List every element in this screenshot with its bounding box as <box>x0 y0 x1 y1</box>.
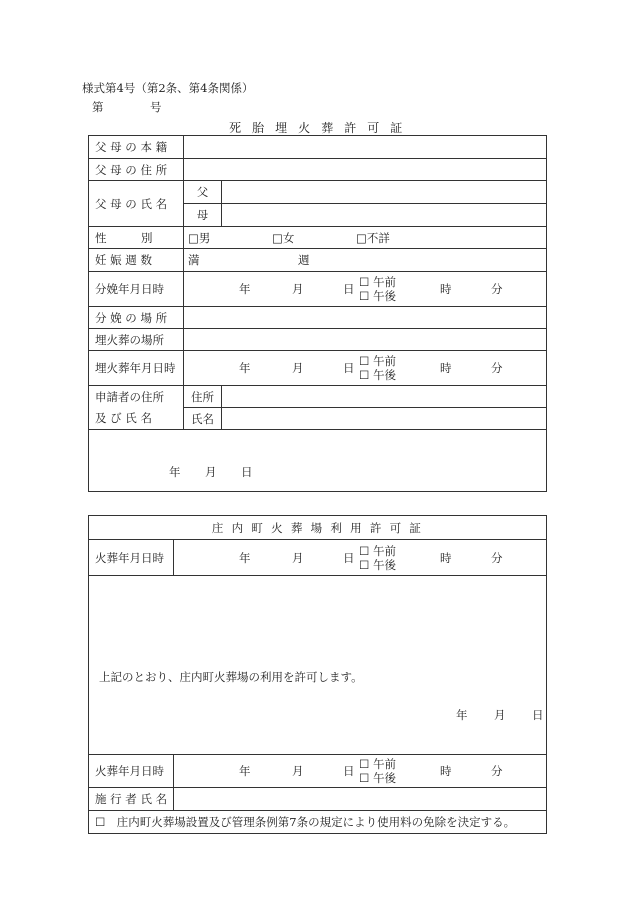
sex-options <box>184 227 547 249</box>
label-applicant-address: 住所 <box>184 386 222 408</box>
dt-day: 日 <box>343 361 355 375</box>
statement-day: 日 <box>532 708 544 722</box>
label-sex: 性 別 <box>89 227 184 249</box>
label-burial-datetime: 埋火葬年月日時 <box>89 351 184 386</box>
dt-hour: 時 <box>440 764 452 778</box>
dt-year: 年 <box>239 550 251 565</box>
dt-year: 年 <box>239 361 251 375</box>
label-mother: 母 <box>184 204 222 227</box>
label-gestation-weeks: 妊 娠 週 数 <box>89 249 184 272</box>
label-applicant <box>89 386 184 430</box>
label-operator-name: 施 行 者 氏 名 <box>89 788 174 811</box>
statement-month: 月 <box>494 708 506 722</box>
crematorium-permit-table <box>88 515 547 834</box>
applicant-address-field[interactable] <box>222 386 547 408</box>
pm-checkbox[interactable]: ☐ 午後 <box>359 771 396 785</box>
pm-checkbox[interactable]: ☐ 午後 <box>359 557 396 572</box>
dt-hour: 時 <box>440 550 452 565</box>
dt-month: 月 <box>292 550 304 565</box>
delivery-datetime-field[interactable] <box>184 272 547 307</box>
dt-hour: 時 <box>440 282 452 296</box>
cremation-datetime-field[interactable] <box>174 540 547 576</box>
label-father: 父 <box>184 181 222 204</box>
burial-datetime-field[interactable] <box>184 351 547 386</box>
dt-day: 日 <box>343 550 355 565</box>
cremation-datetime-field-2[interactable] <box>174 755 547 788</box>
label-applicant-name: 氏名 <box>184 408 222 430</box>
label-burial-place: 埋火葬の場所 <box>89 329 184 351</box>
am-checkbox[interactable]: ☐ 午前 <box>359 757 396 771</box>
label-parents-name: 父 母 の 氏 名 <box>89 181 184 227</box>
weeks-prefix: 満 <box>188 253 200 267</box>
dt-minute: 分 <box>491 764 503 778</box>
issue-day: 日 <box>241 464 253 479</box>
pm-checkbox[interactable]: ☐ 午後 <box>359 368 396 382</box>
burial-permit-table <box>88 135 547 492</box>
dt-month: 月 <box>292 282 304 296</box>
issue-month: 月 <box>205 464 217 479</box>
label-delivery-place: 分 娩 の 場 所 <box>89 307 184 329</box>
form-number: 様式第4号（第2条、第4条関係） <box>82 81 254 95</box>
label-parents-address: 父 母 の 住 所 <box>89 159 184 181</box>
issue-year: 年 <box>169 464 181 479</box>
label-cremation-datetime: 火葬年月日時 <box>89 540 174 576</box>
number-suffix: 号 <box>150 100 162 114</box>
dt-hour: 時 <box>440 361 452 375</box>
permit1-title: 死 胎 埋 火 葬 許 可 証 <box>229 121 406 135</box>
parents-domicile-field[interactable] <box>184 136 547 159</box>
am-checkbox[interactable]: ☐ 午前 <box>359 354 396 368</box>
label-parents-domicile: 父 母 の 本 籍 <box>89 136 184 159</box>
dt-minute: 分 <box>491 550 503 565</box>
label-applicant-line1: 申請者の住所 <box>95 389 164 404</box>
am-checkbox[interactable]: ☐ 午前 <box>359 543 396 558</box>
pm-checkbox[interactable]: ☐ 午後 <box>359 289 396 303</box>
mother-name-field[interactable] <box>222 204 547 227</box>
sex-unknown-checkbox[interactable]: □不詳 <box>356 230 390 245</box>
dt-day: 日 <box>343 764 355 778</box>
number-prefix: 第 <box>92 100 104 114</box>
permit2-title: 庄 内 町 火 葬 場 利 用 許 可 証 <box>89 516 547 540</box>
fee-exemption-checkbox[interactable]: ☐ 庄内町火葬場設置及び管理条例第7条の規定により使用料の免除を決定する。 <box>89 811 547 834</box>
dt-minute: 分 <box>491 282 503 296</box>
dt-minute: 分 <box>491 361 503 375</box>
dt-year: 年 <box>239 282 251 296</box>
dt-month: 月 <box>292 361 304 375</box>
weeks-unit: 週 <box>298 253 310 267</box>
sex-male-checkbox[interactable]: □男 <box>188 230 211 245</box>
label-delivery-datetime: 分娩年月日時 <box>89 272 184 307</box>
permission-statement: 上記のとおり、庄内町火葬場の利用を許可します。 <box>99 670 363 684</box>
father-name-field[interactable] <box>222 181 547 204</box>
label-cremation-datetime-2: 火葬年月日時 <box>89 755 174 788</box>
dt-day: 日 <box>343 282 355 296</box>
am-checkbox[interactable]: ☐ 午前 <box>359 275 396 289</box>
sex-female-checkbox[interactable]: □女 <box>272 230 295 245</box>
permission-statement-section <box>89 576 547 755</box>
gestation-weeks-field[interactable] <box>184 249 547 272</box>
operator-name-field[interactable] <box>174 788 547 811</box>
label-applicant-line2: 及 び 氏 名 <box>95 410 152 425</box>
dt-year: 年 <box>239 764 251 778</box>
parents-address-field[interactable] <box>184 159 547 181</box>
issue-section <box>89 430 547 492</box>
applicant-name-field[interactable] <box>222 408 547 430</box>
dt-month: 月 <box>292 764 304 778</box>
statement-year: 年 <box>456 708 468 722</box>
delivery-place-field[interactable] <box>184 307 547 329</box>
burial-place-field[interactable] <box>184 329 547 351</box>
